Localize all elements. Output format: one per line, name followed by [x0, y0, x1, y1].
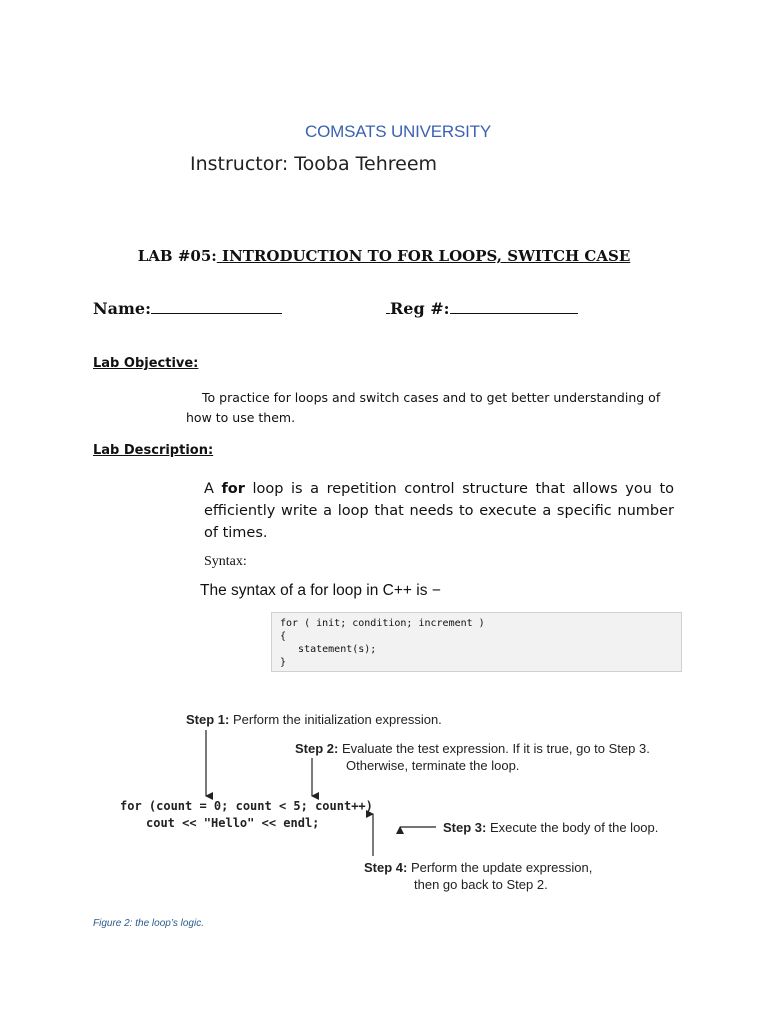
code-line: }	[280, 657, 287, 668]
syntax-label: Syntax:	[204, 554, 247, 569]
lab-number: LAB #05:	[137, 247, 217, 265]
step4-text: Step 4: Perform the update expression,	[364, 860, 593, 875]
syntax-intro: The syntax of a for loop in C++ is −	[200, 582, 441, 599]
loop-logic-diagram	[110, 708, 690, 898]
step2-text: Step 2: Evaluate the test expression. If it is true, go to Step 3.	[295, 741, 650, 756]
diagram-code-line-2: cout << "Hello" << endl;	[146, 816, 320, 830]
objective-text: To practice for loops and switch cases and to get better understanding of how to use them.	[186, 390, 661, 425]
figure-caption: Figure 2: the loop’s logic.	[93, 918, 204, 929]
name-field	[93, 299, 282, 318]
lab-topic: INTRODUCTION TO FOR LOOPS, SWITCH CASE	[222, 247, 631, 265]
reg-blank-line	[450, 299, 578, 314]
code-line: {	[280, 631, 287, 642]
name-label: Name:	[93, 299, 152, 318]
reg-field	[386, 299, 578, 318]
diagram-code-line-1: for (count = 0; count < 5; count++)	[120, 799, 373, 813]
objective-heading: Lab Objective:	[93, 356, 199, 371]
description-heading: Lab Description:	[93, 443, 214, 458]
step1-text: Step 1: Perform the initialization expression.	[186, 712, 442, 727]
for-keyword: for	[221, 481, 245, 497]
step3-text: Step 3: Execute the body of the loop.	[443, 820, 659, 835]
code-line: for ( init; condition; increment )	[280, 618, 485, 629]
description-text: A for loop is a repetition control structure that allows you to efficiently write a loop that needs to execute a specific number of times.	[204, 481, 675, 541]
instructor-line: Instructor: Tooba Tehreem	[190, 153, 438, 175]
university-title: COMSATS UNIVERSITY	[305, 122, 491, 141]
lab-title	[0, 247, 768, 265]
step4-text-continued: then go back to Step 2.	[414, 877, 548, 892]
code-line: statement(s);	[280, 644, 377, 655]
name-blank-line	[151, 299, 282, 314]
code-block	[271, 612, 682, 672]
step2-text-continued: Otherwise, terminate the loop.	[346, 758, 520, 773]
reg-label: Reg #:	[390, 299, 450, 318]
